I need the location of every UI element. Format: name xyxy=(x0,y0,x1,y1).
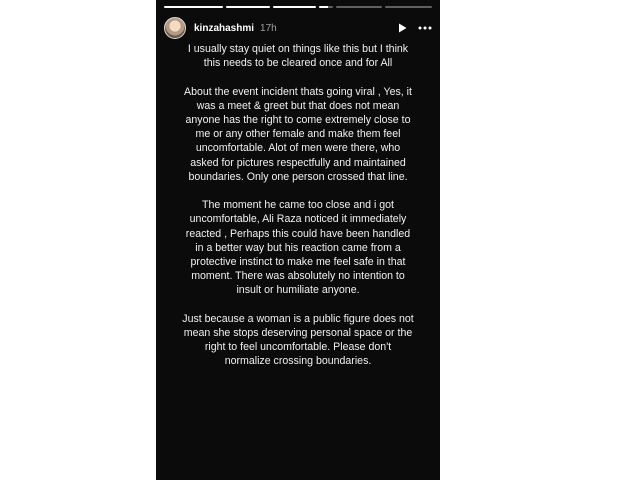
timestamp: 17h xyxy=(260,22,277,34)
story-paragraph: The moment he came too close and i got uncomfortable, Ali Raza noticed it immediately reacted , Perhaps this could have been handled in a better way but his reaction came from a protective instinct to make me feel safe in that moment. There was absolutely no intention to insult or humiliate anyone. xyxy=(185,199,411,297)
progress-segment xyxy=(385,6,432,8)
story-paragraph: I usually stay quiet on things like this but I think this needs to be cleared once and for All xyxy=(187,43,409,70)
story-paragraph: Just because a woman is a public figure does not mean she stops deserving personal space or the right to feel uncomfortable. Please don't normalize crossing boundaries. xyxy=(182,312,414,368)
avatar[interactable] xyxy=(164,17,186,39)
play-icon[interactable] xyxy=(396,22,408,34)
progress-segment xyxy=(319,6,333,8)
more-options-icon[interactable] xyxy=(418,22,432,34)
story-progress-bar xyxy=(164,6,432,8)
story-viewer[interactable] xyxy=(156,0,440,480)
progress-segment xyxy=(226,6,269,8)
progress-segment xyxy=(336,6,381,8)
header-actions xyxy=(396,22,432,34)
progress-segment xyxy=(273,6,316,8)
story-text xyxy=(182,42,414,383)
story-paragraph: About the event incident thats going viral , Yes, it was a meet & greet but that does not mean anyone has the right to come extremely close to me or any other female and make them feel uncomfortable. Alot of men were there, who asked for pictures respectfully and maintained boundaries. Only one person crossed that line. xyxy=(184,85,412,183)
username[interactable]: kinzahashmi xyxy=(194,22,255,34)
progress-segment xyxy=(164,6,223,8)
story-header xyxy=(164,16,432,40)
